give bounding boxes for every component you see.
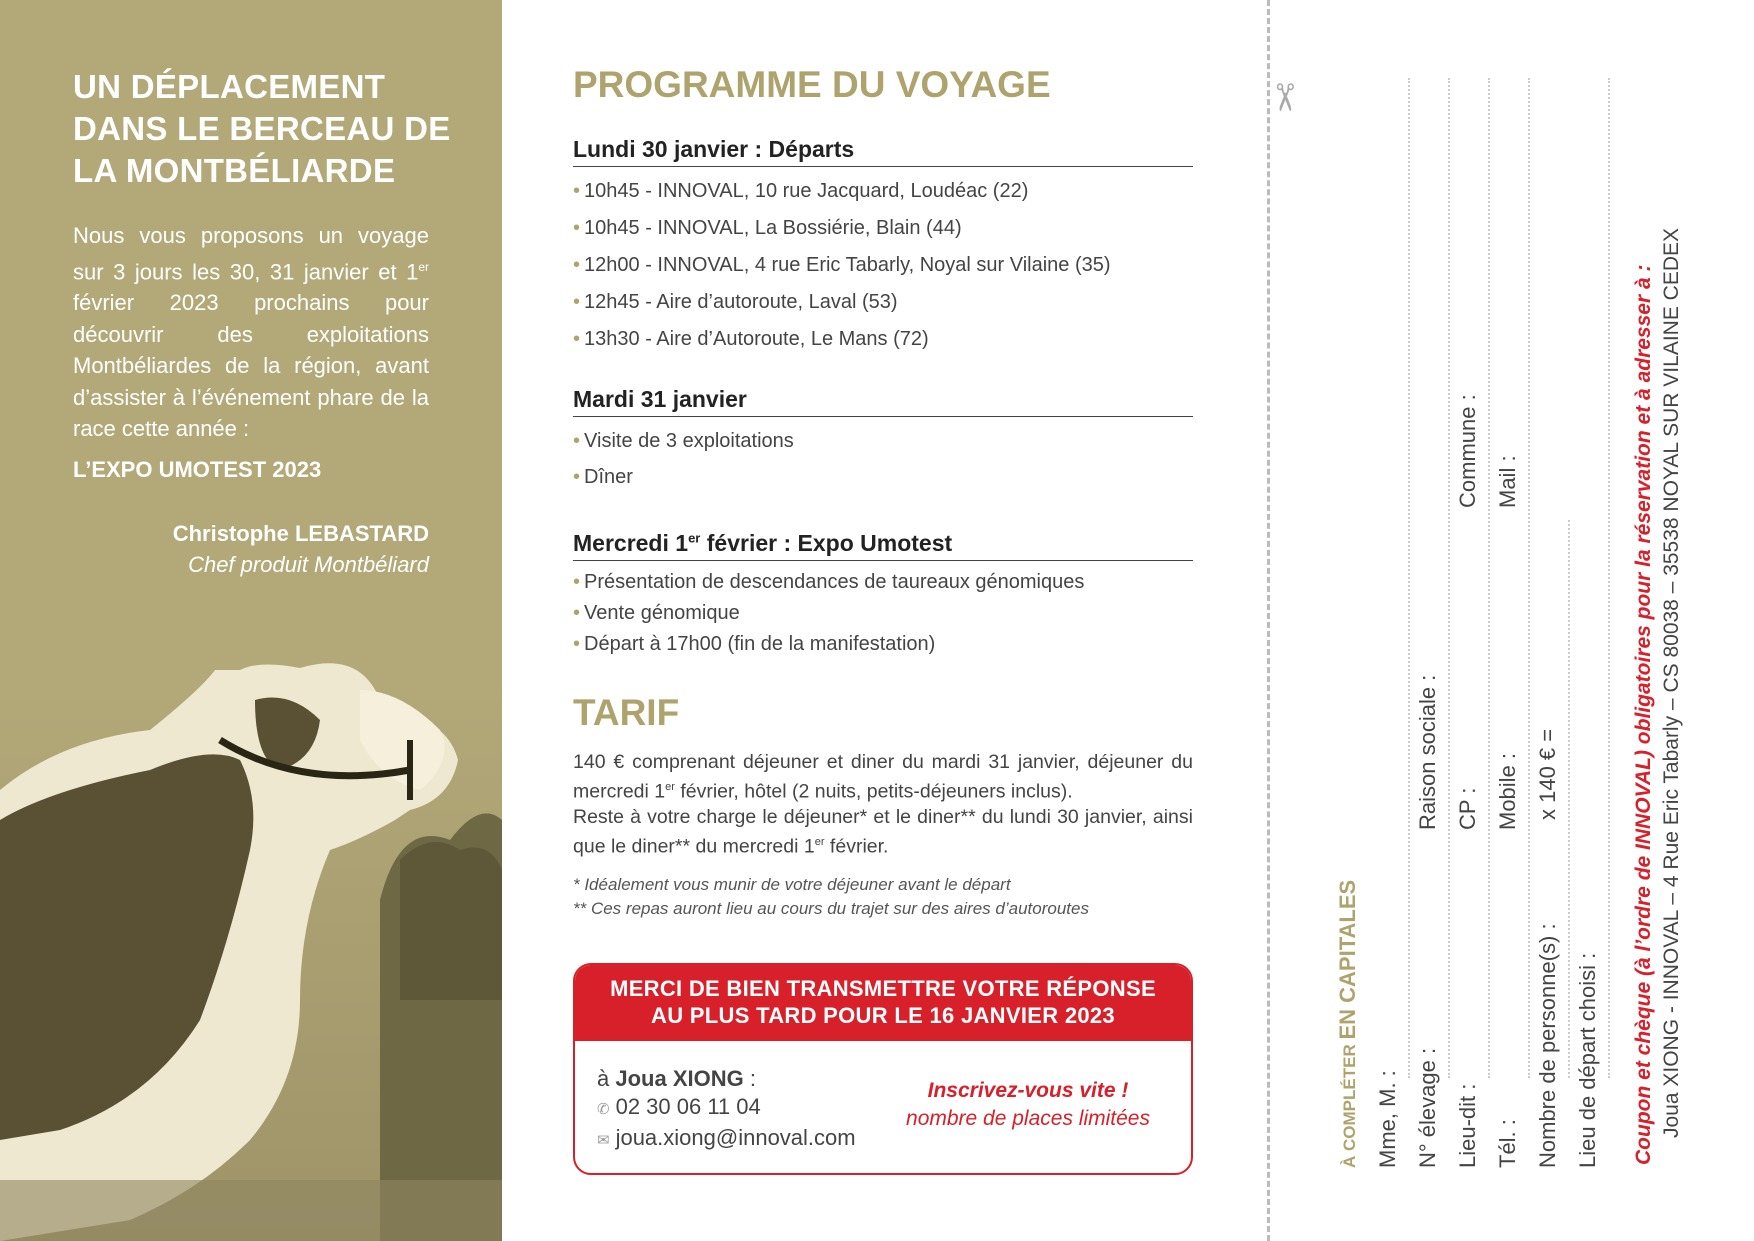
field-mobile[interactable]: Mobile : [1495,752,1520,830]
phone-icon: ✆ [597,1101,610,1118]
response-deadline: MERCI DE BIEN TRANSMETTRE VOTRE RÉPONSE AU PLUS TARD POUR LE 16 JANVIER 2023 [575,965,1191,1041]
tarif-paragraph-2: Reste à votre charge le déjeuner* et le diner** du lundi 30 janvier, ainsi que le diner** du mercredi 1er février. [573,805,1193,857]
fill-line [1568,520,1570,1078]
list-item: • Visite de 3 exploitations [573,430,794,452]
field-cp[interactable]: CP : [1455,787,1480,830]
list-item: • 12h00 - INNOVAL, 4 rue Eric Tabarly, Noyal sur Vilaine (35) [573,254,1111,276]
program-title: PROGRAMME DU VOYAGE [573,64,1051,105]
tarif-text [573,750,1193,859]
email-link[interactable]: joua.xiong@innoval.com [615,1125,856,1150]
response-box [573,963,1193,1175]
list-item: • Vente génomique [573,602,740,624]
list-item: • 10h45 - INNOVAL, 10 rue Jacquard, Loudéac (22) [573,180,1029,202]
phone-line: ✆ 02 30 06 11 04 [597,1094,761,1119]
signature-name: Christophe LEBASTARD [172,521,429,546]
intro-text: Nous vous proposons un voyage sur 3 jours les 30, 31 janvier et 1er février 2023 prochains pour découvrir des exploitations Montbéliardes de la région, avant d’assister à l’événement phare de la race cette année : [73,223,429,442]
list-item: • 13h30 - Aire d’Autoroute, Le Mans (72) [573,328,929,350]
event-name: L’EXPO UMOTEST 2023 [73,457,322,482]
field-raison-sociale[interactable]: Raison sociale : [1415,674,1440,830]
note-2: ** Ces repas auront lieu au cours du trajet sur des aires d’autoroutes [573,899,1089,918]
list-item: • 10h45 - INNOVAL, La Bossiérie, Blain (44) [573,217,962,239]
email-line[interactable] [597,1124,856,1155]
list-item: • Départ à 17h00 (fin de la manifestation) [573,633,936,655]
day-2-title: Mardi 31 janvier [573,386,1193,417]
list-item: • 12h45 - Aire d’autoroute, Laval (53) [573,291,898,313]
day-2 [573,386,1193,495]
contact-name: Joua XIONG [615,1066,744,1091]
left-heading: UN DÉPLACEMENT DANS LE BERCEAU DE LA MONTBÉLIARDE [73,68,451,189]
day-1-title: Lundi 30 janvier : Départs [573,136,1193,167]
call-to-action: Inscrivez-vous vite ! nombre de places limitées [906,1079,1150,1130]
field-elevage[interactable]: N° élevage : [1415,1047,1440,1168]
field-mail[interactable]: Mail : [1495,455,1520,508]
mail-icon: ✉ [597,1132,610,1149]
list-item: • Présentation de descendances de taureaux génomiques [573,571,1085,593]
list-item: • Dîner [573,466,633,488]
field-tel[interactable]: Tél. : [1495,1119,1520,1168]
field-commune[interactable]: Commune : [1455,394,1480,508]
day-3 [573,530,1193,660]
field-lieu-depart[interactable]: Lieu de départ choisi : [1575,952,1600,1168]
fill-line [1608,78,1610,1078]
tarif-paragraph-1: 140 € comprenant déjeuner et diner du mardi 31 janvier, déjeuner du mercredi 1er février, hôtel (2 nuits, petits-déjeuners inclus). [573,751,1193,803]
note-1: * Idéalement vous munir de votre déjeuner avant le départ [573,875,1011,894]
fill-line [1448,78,1450,1078]
tarif-notes [573,873,1089,921]
tarif-title: TARIF [573,692,680,733]
fill-line [1488,78,1490,1078]
postal-address: Joua XIONG - INNOVAL – 4 Rue Eric Tabarly – CS 80038 – 35538 NOYAL SUR VILAINE CEDEX [1660,227,1683,1138]
signature [173,518,429,580]
field-lieu-dit[interactable]: Lieu-dit : [1455,1083,1480,1168]
contact-info [597,1065,856,1155]
cut-line [1267,0,1270,1241]
fill-line [1528,78,1530,1078]
day-1 [573,136,1193,358]
scissors-icon: ✂ [1262,81,1305,114]
form-instruction: À COMPLÉTER EN CAPITALES [1335,879,1360,1168]
coupon-instruction: Coupon et chèque (à l’ordre de INNOVAL) obligatoires pour la réservation et à adresser à : [1632,264,1655,1165]
price-formula: x 140 € = [1535,728,1560,820]
left-panel [0,0,502,1241]
day-3-title: Mercredi 1er février : Expo Umotest [573,530,1193,561]
signature-role: Chef produit Montbéliard [188,552,429,577]
field-nb-personnes[interactable]: Nombre de personne(s) : [1535,923,1560,1168]
fill-line [1408,78,1410,1078]
contact-name-line: à Joua XIONG : [597,1066,756,1091]
field-mme[interactable]: Mme, M. : [1375,1070,1400,1168]
